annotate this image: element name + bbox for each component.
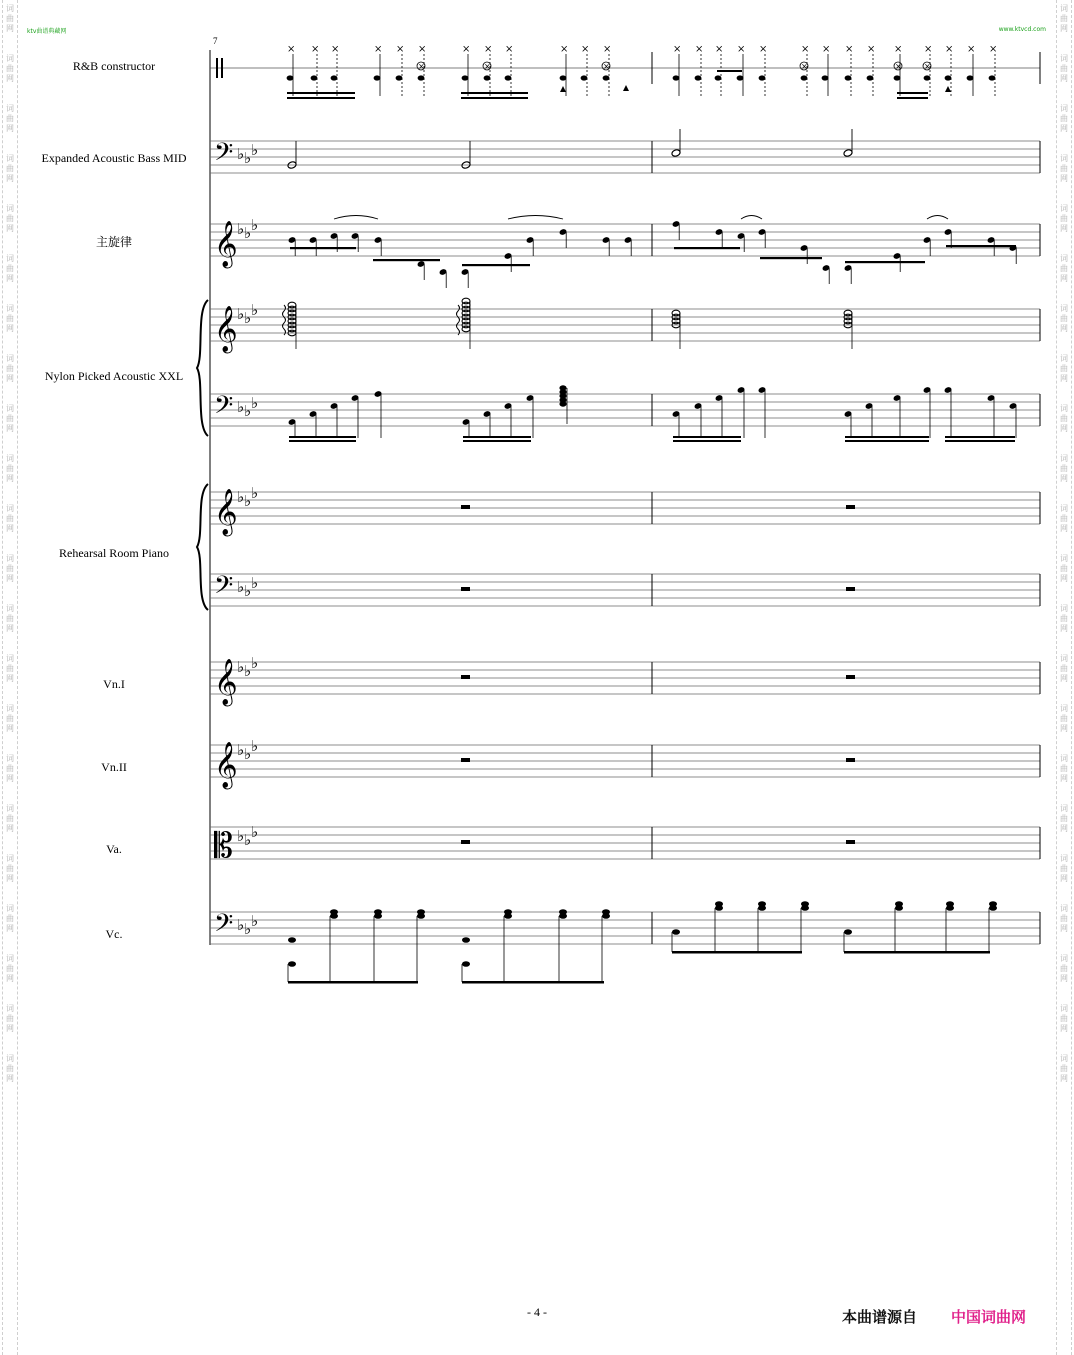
perc-open-hat-x-2: ×	[603, 62, 610, 71]
instrument-label-bass: Expanded Acoustic Bass MID	[41, 151, 187, 165]
perc-notehead-21	[894, 75, 901, 80]
perc-cymbal-x-14: ×	[715, 44, 724, 55]
melody-beam-3	[674, 247, 740, 249]
perc-cymbal-x-9: ×	[560, 44, 569, 55]
perc-beam-a-1	[461, 92, 528, 94]
measure-number: 7	[213, 36, 218, 46]
right-watermark-text: 词 曲 网 词 曲 网 词 曲 网 词 曲 网 词 曲 网 词 曲 网 词 曲 网 词 曲 网 词 曲 网 词 曲 网 词 曲 网 词 曲 网 词 曲 网 词 曲 网 词 曲 网 词 曲 网 词 曲 网 词 曲 网 词 曲 网 词 曲 网 词 曲 网 词 曲 网	[1060, 4, 1068, 1083]
instrument-label-violin-1: Vn.I	[103, 677, 125, 691]
perc-cymbal-x-5: ×	[418, 44, 427, 55]
perc-notehead-5	[418, 75, 425, 80]
melody-beam-1	[373, 259, 440, 261]
cello-note-8-0	[672, 929, 680, 935]
staff-2-key-flat-1: ♭	[244, 224, 252, 242]
perc-notehead-23	[945, 75, 952, 80]
perc-cymbal-x-3: ×	[374, 44, 383, 55]
viola-rest-1	[846, 840, 855, 844]
staff-1-key-flat-0: ♭	[237, 145, 245, 163]
nylon-bass-beam-a-3	[845, 436, 929, 438]
nylon-guitar-brace	[197, 300, 208, 436]
header-site-url: www.ktvcd.com	[998, 26, 1046, 33]
staff-9-key-flat-0: ♭	[237, 827, 245, 845]
staff-4-key-flat-2: ♭	[251, 394, 259, 412]
nylon-bass-beam-b-3	[845, 440, 929, 442]
perc-notehead-1	[311, 75, 318, 80]
staff-7-key-flat-2: ♭	[251, 654, 259, 672]
perc-cymbal-x-7: ×	[484, 44, 493, 55]
staff-2-treble-clef: 𝄞	[214, 221, 238, 267]
perc-notehead-7	[484, 75, 491, 80]
header-site-name: ktv曲谱典藏网	[27, 28, 67, 35]
perc-notehead-6	[462, 75, 469, 80]
piano-brace	[197, 484, 208, 610]
staff-3-key-flat-2: ♭	[251, 301, 259, 319]
staff-10-key-flat-2: ♭	[251, 912, 259, 930]
perc-notehead-3	[374, 75, 381, 80]
staff-7-key-flat-1: ♭	[244, 662, 252, 680]
perc-upper-beam-0	[717, 70, 742, 72]
staff-8-treble-clef: 𝄞	[214, 742, 238, 788]
perc-triangle-0	[560, 86, 566, 92]
left-watermark-text: 词 曲 网 词 曲 网 词 曲 网 词 曲 网 词 曲 网 词 曲 网 词 曲 网 词 曲 网 词 曲 网 词 曲 网 词 曲 网 词 曲 网 词 曲 网 词 曲 网 词 曲 网 词 曲 网 词 曲 网 词 曲 网 词 曲 网 词 曲 网 词 曲 网 词 曲 网	[6, 4, 14, 1083]
perc-cymbal-x-12: ×	[673, 44, 682, 55]
perc-cymbal-x-10: ×	[581, 44, 590, 55]
perc-notehead-18	[822, 75, 829, 80]
perc-cymbal-x-2: ×	[331, 44, 340, 55]
perc-notehead-0	[287, 75, 294, 80]
nylon-bass-beam-b-1	[463, 440, 531, 442]
perc-notehead-4	[396, 75, 403, 80]
instrument-label-rb-constructor: R&B constructor	[72, 59, 156, 73]
nylon-bass-beam-a-2	[673, 436, 741, 438]
staff-4-key-flat-0: ♭	[237, 398, 245, 416]
bass-half-note-3	[843, 149, 853, 158]
perc-cymbal-x-16: ×	[759, 44, 768, 55]
violin-2-rest-1	[846, 758, 855, 762]
cello-note-3-1	[417, 913, 425, 919]
staff-1-key-flat-1: ♭	[244, 149, 252, 167]
piano-upper-rest-0	[461, 505, 470, 509]
perc-notehead-12	[673, 75, 680, 80]
perc-notehead-9	[560, 75, 567, 80]
staff-6-key-flat-0: ♭	[237, 578, 245, 596]
cello-note-4-1	[462, 961, 470, 967]
piano-upper-rest-1	[846, 505, 855, 509]
staff-0-perc-clef-bar1	[216, 58, 218, 78]
staff-6-bass-clef: 𝄢	[214, 571, 234, 606]
perc-open-hat-x-5: ×	[924, 62, 931, 71]
perc-cymbal-x-13: ×	[695, 44, 704, 55]
staff-1-key-flat-2: ♭	[251, 141, 259, 159]
cello-note-13-1	[895, 905, 903, 911]
staff-9-alto-clef: 𝄡	[214, 826, 233, 866]
perc-triangle-2	[945, 86, 951, 92]
staff-5-key-flat-0: ♭	[237, 488, 245, 506]
perc-open-hat-x-3: ×	[801, 62, 808, 71]
source-label: 本曲谱源自	[842, 1308, 918, 1326]
staff-7-treble-clef: 𝄞	[214, 659, 238, 705]
melody-beam-0	[290, 247, 356, 249]
staff-4-bass-clef: 𝄢	[214, 391, 234, 426]
cello-note-9-1	[715, 905, 723, 911]
perc-open-hat-x-1: ×	[484, 62, 491, 71]
violin-2-rest-0	[461, 758, 470, 762]
cello-note-0-0	[288, 937, 296, 943]
cello-note-10-1	[758, 905, 766, 911]
violin-1-rest-0	[461, 675, 470, 679]
perc-notehead-25	[989, 75, 996, 80]
source-site: 中国词曲网	[951, 1308, 1027, 1326]
perc-notehead-17	[801, 75, 808, 80]
staff-3-treble-clef: 𝄞	[214, 306, 238, 352]
instrument-label-nylon-guitar: Nylon Picked Acoustic XXL	[44, 369, 184, 383]
cello-note-0-1	[288, 961, 296, 967]
perc-cymbal-x-0: ×	[287, 44, 296, 55]
perc-notehead-11	[603, 75, 610, 80]
perc-beam-a-2	[897, 92, 928, 94]
guitar-arpeggio-0	[283, 305, 286, 335]
cello-beam-2	[672, 951, 802, 954]
cello-note-7-1	[602, 913, 610, 919]
violin-1-rest-1	[846, 675, 855, 679]
perc-cymbal-x-8: ×	[505, 44, 514, 55]
cello-beam-3	[844, 951, 990, 954]
piano-lower-rest-1	[846, 587, 855, 591]
staff-5-treble-clef: 𝄞	[214, 489, 238, 535]
staff-3-key-flat-0: ♭	[237, 305, 245, 323]
staff-4-key-flat-1: ♭	[244, 402, 252, 420]
perc-notehead-13	[695, 75, 702, 80]
staff-5-key-flat-1: ♭	[244, 492, 252, 510]
nylon-bass-beam-b-4	[945, 440, 1015, 442]
melody-tie-1	[508, 216, 563, 220]
perc-cymbal-x-15: ×	[737, 44, 746, 55]
cello-note-4-0	[462, 937, 470, 943]
cello-note-12-0	[844, 929, 852, 935]
page-number: - 4 -	[527, 1305, 547, 1319]
perc-notehead-10	[581, 75, 588, 80]
cello-note-14-1	[946, 905, 954, 911]
perc-cymbal-x-6: ×	[462, 44, 471, 55]
staff-9-key-flat-2: ♭	[251, 823, 259, 841]
staff-2-key-flat-2: ♭	[251, 216, 259, 234]
staff-10-bass-clef: 𝄢	[214, 909, 234, 944]
nylon-bass-beam-b-2	[673, 440, 741, 442]
staff-6-key-flat-1: ♭	[244, 582, 252, 600]
nylon-bass-beam-a-1	[463, 436, 531, 438]
nylon-bass-beam-a-4	[945, 436, 1015, 438]
staff-8-key-flat-1: ♭	[244, 745, 252, 763]
perc-cymbal-x-24: ×	[967, 44, 976, 55]
melody-tie-2	[741, 216, 762, 220]
nylon-bass-beam-b-0	[289, 440, 356, 442]
staff-3-key-flat-1: ♭	[244, 309, 252, 327]
cello-note-11-1	[801, 905, 809, 911]
instrument-label-melody: 主旋律	[95, 235, 132, 249]
staff-6-key-flat-2: ♭	[251, 574, 259, 592]
perc-cymbal-x-22: ×	[924, 44, 933, 55]
melody-tie-0	[334, 216, 378, 220]
staff-0-perc-clef-bar2	[221, 58, 223, 78]
perc-beam-b-2	[897, 97, 928, 99]
perc-notehead-22	[924, 75, 931, 80]
melody-beam-4	[760, 257, 822, 259]
perc-notehead-16	[759, 75, 766, 80]
instrument-label-viola: Va.	[106, 842, 122, 856]
piano-lower-rest-0	[461, 587, 470, 591]
staff-7-key-flat-0: ♭	[237, 658, 245, 676]
perc-open-hat-x-4: ×	[895, 62, 902, 71]
cello-note-5-1	[504, 913, 512, 919]
perc-triangle-1	[623, 85, 629, 91]
melody-beam-2	[462, 264, 530, 266]
melody-beam-6	[946, 245, 1016, 247]
perc-notehead-2	[331, 75, 338, 80]
perc-cymbal-x-17: ×	[801, 44, 810, 55]
staff-8-key-flat-0: ♭	[237, 741, 245, 759]
cello-note-2-1	[374, 913, 382, 919]
cello-note-15-1	[989, 905, 997, 911]
guitar-chord-1-note-7	[462, 326, 470, 332]
perc-notehead-8	[505, 75, 512, 80]
instrument-label-cello: Vc.	[105, 927, 123, 941]
perc-cymbal-x-1: ×	[311, 44, 320, 55]
melody-beam-5	[845, 261, 925, 263]
perc-cymbal-x-19: ×	[845, 44, 854, 55]
perc-beam-b-0	[287, 97, 355, 99]
viola-rest-0	[461, 840, 470, 844]
cello-note-1-1	[330, 913, 338, 919]
perc-notehead-20	[867, 75, 874, 80]
staff-1-bass-clef: 𝄢	[214, 138, 234, 173]
perc-cymbal-x-4: ×	[396, 44, 405, 55]
staff-9-key-flat-1: ♭	[244, 831, 252, 849]
perc-cymbal-x-11: ×	[603, 44, 612, 55]
perc-notehead-24	[967, 75, 974, 80]
perc-cymbal-x-23: ×	[945, 44, 954, 55]
melody-tie-3	[927, 216, 948, 220]
instrument-label-violin-2: Vn.II	[101, 760, 127, 774]
nylon-bass-beam-a-0	[289, 436, 356, 438]
perc-cymbal-x-21: ×	[894, 44, 903, 55]
perc-notehead-14	[715, 75, 722, 80]
perc-notehead-15	[737, 75, 744, 80]
staff-10-key-flat-0: ♭	[237, 916, 245, 934]
staff-8-key-flat-2: ♭	[251, 737, 259, 755]
nylon-bass-chord-note-4	[559, 401, 566, 406]
perc-beam-a-0	[287, 92, 355, 94]
perc-open-hat-x-0: ×	[418, 62, 425, 71]
bass-half-note-2	[671, 149, 681, 158]
cello-beam-0	[288, 981, 418, 984]
staff-10-key-flat-1: ♭	[244, 920, 252, 938]
staff-5-key-flat-2: ♭	[251, 484, 259, 502]
perc-beam-b-1	[461, 97, 528, 99]
guitar-arpeggio-1	[457, 305, 460, 335]
cello-beam-1	[462, 981, 604, 984]
perc-cymbal-x-18: ×	[822, 44, 831, 55]
perc-cymbal-x-25: ×	[989, 44, 998, 55]
cello-note-6-1	[559, 913, 567, 919]
staff-2-key-flat-0: ♭	[237, 220, 245, 238]
perc-cymbal-x-20: ×	[867, 44, 876, 55]
instrument-label-piano: Rehearsal Room Piano	[59, 546, 169, 560]
perc-notehead-19	[845, 75, 852, 80]
